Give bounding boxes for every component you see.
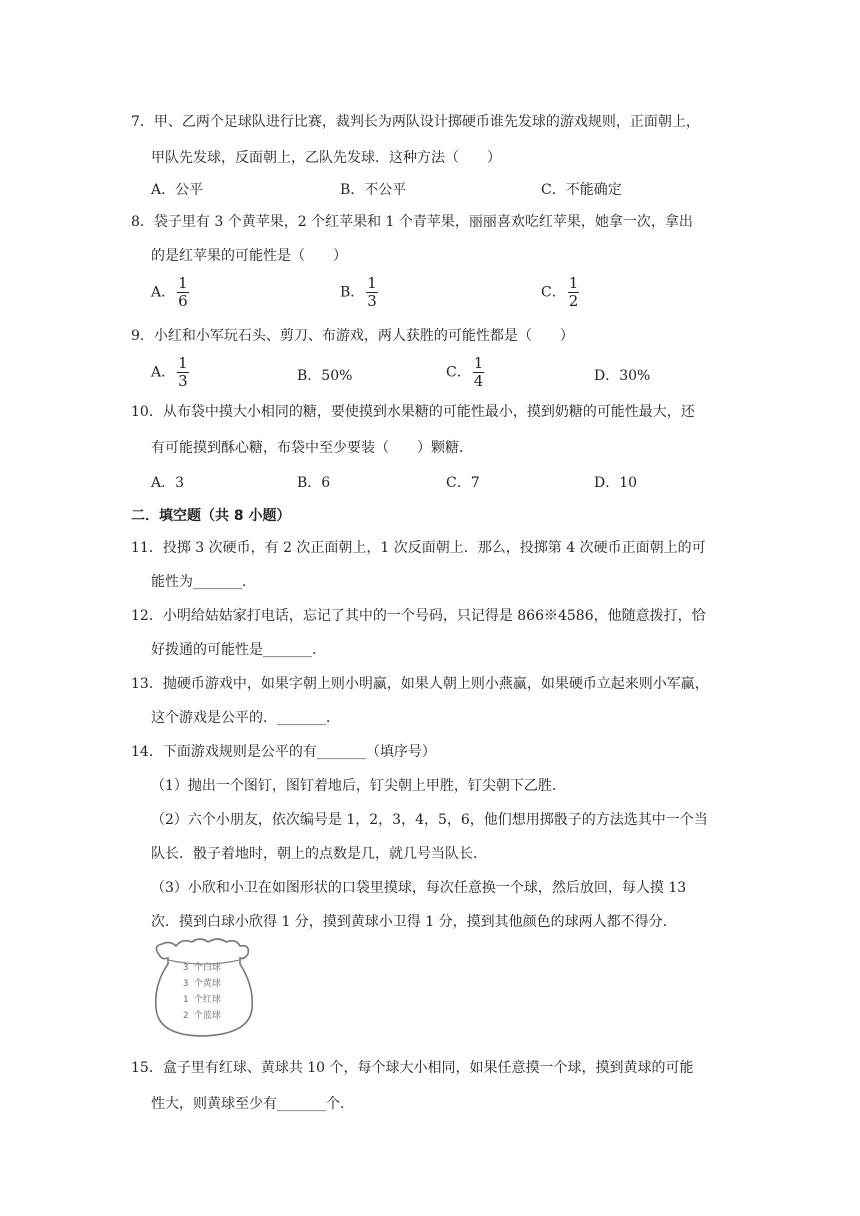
q12-line2: 好拨通的可能性是_______． (151, 642, 326, 658)
q9-option-c-fraction (473, 356, 485, 389)
q8-line1: 8．袋子里有 3 个黄苹果，2 个红苹果和 1 个青苹果，丽丽喜欢吃红苹果，她拿一次，拿出 (131, 214, 693, 230)
q14-item3-line2: 次．摸到白球小欣得 1 分，摸到黄球小卫得 1 分，摸到其他颜色的球两人都不得分． (151, 914, 677, 930)
q7-line1: 7．甲、乙两个足球队进行比赛，裁判长为两队设计掷硬币谁先发球的游戏规则，正面朝上， (131, 114, 700, 130)
bag-line-red: 1 个红球 (183, 995, 221, 1005)
bag-line-yellow: 3 个黄球 (183, 979, 221, 989)
q9-option-a-fraction (177, 356, 189, 389)
q14-item1: （1）抛出一个图钉，图钉着地后，钉尖朝上甲胜，钉尖朝下乙胜． (151, 778, 566, 794)
q15-line2: 性大，则黄球至少有_______个． (151, 1096, 354, 1112)
q11-line2: 能性为_______． (151, 574, 256, 590)
q8-option-b-label: B． (340, 284, 365, 301)
numerator: 1 (568, 274, 579, 292)
denominator: 3 (367, 292, 377, 310)
q12-line1: 12．小明给姑姑家打电话，忘记了其中的一个号码，只记得是 866※4586，他随意拨打，恰 (131, 608, 706, 624)
q7-option-a: A．公平 (151, 182, 204, 198)
q8-option-b-fraction (366, 276, 378, 309)
bag-line-blue: 2 个蓝球 (183, 1011, 221, 1021)
section-heading: 二．填空题（共 8 小题） (131, 508, 291, 524)
q15-line1: 15．盒子里有红球、黄球共 10 个，每个球大小相同，如果任意摸一个球，摸到黄球的可能 (131, 1060, 694, 1076)
denominator: 2 (568, 292, 579, 310)
q9-option-c (446, 356, 484, 389)
q7-line2: 甲队先发球，反面朝上，乙队先发球．这种方法（ ） (151, 150, 501, 166)
q8-option-c-label: C． (541, 284, 566, 301)
q14-item3-line1: （3）小欣和小卫在如图形状的口袋里摸球，每次任意换一个球，然后放回，每人摸 13 (151, 880, 687, 896)
q8-option-c-fraction (568, 276, 580, 309)
q7-option-c: C．不能确定 (541, 182, 622, 198)
q9-line1: 9．小红和小军玩石头、剪刀、布游戏，两人获胜的可能性都是（ ） (131, 328, 574, 344)
numerator: 1 (178, 274, 188, 292)
numerator: 1 (178, 354, 188, 372)
q11-line1: 11．投掷 3 次硬币，有 2 次正面朝上，1 次反面朝上．那么，投掷第 4 次硬币正面朝上的可 (131, 540, 706, 556)
q10-option-c: C．7 (446, 475, 480, 491)
q14-item2-line2: 队长．骰子着地时，朝上的点数是几，就几号当队长． (151, 846, 487, 862)
q9-option-a (151, 356, 189, 389)
q10-option-d: D．10 (594, 475, 638, 491)
q10-line1: 10．从布袋中摸大小相同的糖，要使摸到水果糖的可能性最小，摸到奶糖的可能性最大，还 (131, 404, 695, 420)
numerator: 1 (473, 354, 484, 372)
q10-option-a: A．3 (151, 475, 185, 491)
q9-option-b: B．50% (297, 368, 353, 384)
denominator: 3 (178, 372, 188, 390)
q8-option-a (151, 276, 189, 309)
q10-option-b: B．6 (297, 475, 331, 491)
denominator: 6 (178, 292, 188, 310)
q9-option-a-label: A． (151, 364, 176, 381)
q8-option-a-label: A． (151, 284, 176, 301)
q9-option-d: D．30% (594, 368, 651, 384)
q7-option-b: B．不公平 (340, 182, 407, 198)
q13-line2: 这个游戏是公平的．_______． (151, 710, 340, 726)
bag-line-white: 3 个白球 (183, 963, 221, 973)
numerator: 1 (367, 274, 377, 292)
q10-line2: 有可能摸到酥心糖，布袋中至少要装（ ）颗糖． (151, 440, 473, 456)
q8-option-c (541, 276, 579, 309)
denominator: 4 (473, 372, 484, 390)
q8-option-a-fraction (177, 276, 189, 309)
q9-option-c-label: C． (446, 364, 471, 381)
q14-item2-line1: （2）六个小朋友，依次编号是 1，2，3，4，5，6，他们想用掷骰子的方法选其中一个当 (151, 812, 708, 828)
q13-line1: 13．抛硬币游戏中，如果字朝上则小明赢，如果人朝上则小燕赢，如果硬币立起来则小军赢， (131, 676, 709, 692)
q14-line1: 14．下面游戏规则是公平的有_______（填序号） (131, 744, 436, 760)
q8-line2: 的是红苹果的可能性是（ ） (151, 248, 347, 264)
q8-option-b (340, 276, 378, 309)
